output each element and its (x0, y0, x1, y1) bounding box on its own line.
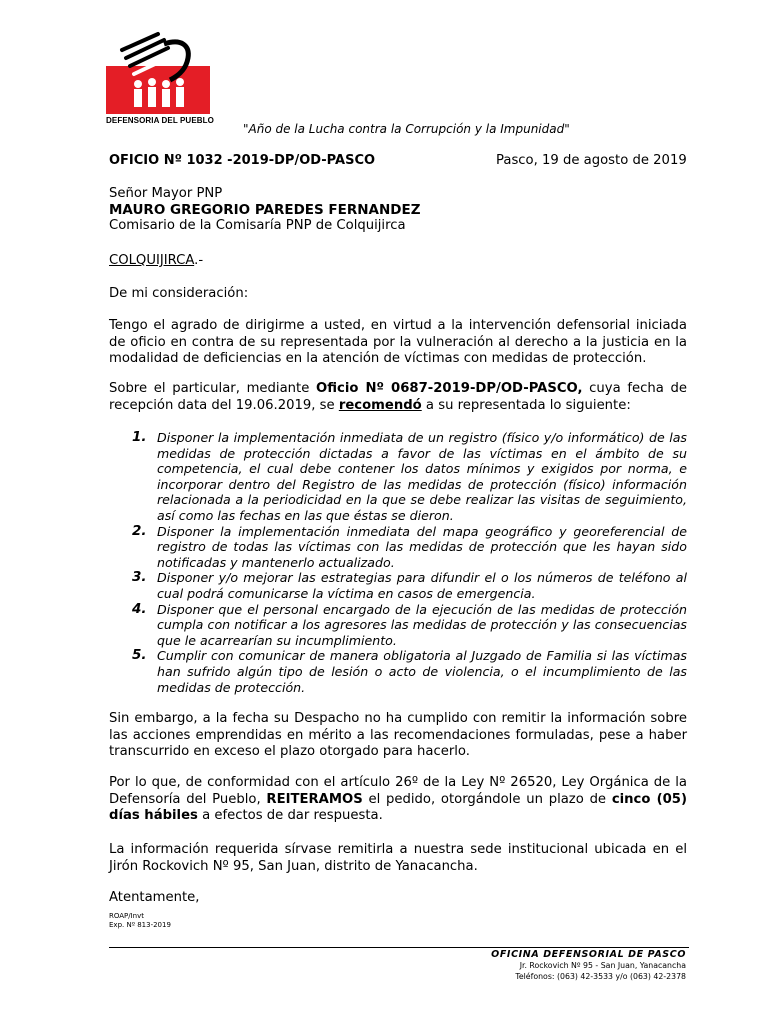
p4-text-c: el pedido, otorgándole un plazo de (362, 791, 612, 807)
recipient-title: Señor Mayor PNP (109, 186, 223, 201)
city-name: COLQUIJIRCA (109, 253, 195, 268)
list-item-text: Disponer la implementación inmediata de un registro (físico y/o informático) de las medidas de protección dictadas a favor de las víctimas en el ámbito de su competencia, el cual debe contener los datos mínimos y exigidos por norma, e incorporar dentro del Registro de las medidas de protección (físico) información relacionada a la periodicidad en la que se debe realizar las visitas de seguimiento, así como las fechas en las que éstas se dieron. (157, 430, 687, 523)
footer-divider (109, 947, 689, 948)
footer-office: OFICINA DEFENSORIAL DE PASCO (491, 949, 686, 960)
list-item-number: 1. (132, 429, 147, 445)
list-item (132, 430, 687, 524)
deadline-days: cinco (05) días hábiles (109, 791, 688, 823)
recipient-position: Comisario de la Comisaría PNP de Colquijirca (109, 218, 406, 233)
recipient-name: MAURO GREGORIO PAREDES FERNANDEZ (109, 202, 421, 218)
list-item (132, 524, 687, 571)
p2-text-a: Sobre el particular, mediante (109, 381, 317, 396)
list-item (132, 648, 687, 695)
reference-initials (109, 912, 171, 930)
p4-text-e: a efectos de dar respuesta. (197, 808, 383, 823)
footer (491, 949, 686, 982)
defensoria-logo-graphic (104, 28, 216, 128)
address-paragraph: La información requerida sírvase remitirla a nuestra sede institucional ubicada en el Jirón Rockovich Nº 95, San Juan, distrito de Yanacancha. (109, 842, 687, 874)
document-date: Pasco, 19 de agosto de 2019 (496, 153, 687, 168)
p4-text-a: Por lo que, de conformidad con el artículo 26º de la Ley Nº 26520, Ley Orgánica de la Defensoría del Pueblo, (109, 775, 687, 807)
list-item-text: Disponer que el personal encargado de la ejecución de las medidas de protección cumpla con notificar a los agresores las medidas de protección y las consecuencias que le acarrearían su incumplimiento. (157, 601, 687, 648)
reiteramos-word: REITERAMOS (266, 791, 363, 807)
defensoria-logo (104, 28, 216, 128)
document-number: OFICIO Nº 1032 -2019-DP/OD-PASCO (109, 153, 376, 168)
footer-address: Jr. Rockovich Nº 95 - San Juan, Yanacancha (519, 961, 686, 970)
closing: Atentamente, (109, 890, 200, 905)
list-item-text: Disponer y/o mejorar las estrategias para difundir el o los números de teléfono al cual podrá comunicarse la víctima en casos de emergencia. (157, 570, 687, 601)
list-item-number: 4. (132, 600, 147, 617)
list-item (132, 602, 687, 649)
list-item-text: Disponer la implementación inmediata del mapa geográfico y georeferencial de registro de todas las víctimas con las medidas de protección que les hayan sido notificadas y mantenerlo actualizado. (157, 523, 687, 570)
recipient-block (109, 186, 421, 234)
list-item-number: 2. (132, 522, 147, 539)
greeting: De mi consideración: (109, 286, 249, 301)
list-item-text: Cumplir con comunicar de manera obligatoria al Juzgado de Familia si las víctimas han sufrido algún tipo de lesión o acto de violencia, o el incumplimiento de las medidas de protección. (157, 648, 687, 695)
referenced-oficio: Oficio Nº 0687-2019-DP/OD-PASCO, (316, 381, 583, 396)
recommendations-list (132, 430, 687, 695)
logo-caption: DEFENSORIA DEL PUEBLO (106, 116, 214, 125)
reiteration-paragraph (109, 775, 687, 825)
list-item-number: 5. (132, 647, 147, 664)
list-item (132, 570, 687, 601)
list-item-number: 3. (132, 569, 147, 586)
recommended-word: recomendó (338, 397, 422, 413)
reference-paragraph (109, 381, 687, 414)
year-motto: "Año de la Lucha contra la Corrupción y la Impunidad" (243, 122, 570, 136)
initials: ROAP/Invt (109, 912, 145, 920)
non-compliance-paragraph: Sin embargo, a la fecha su Despacho no ha cumplido con remitir la información sobre las acciones emprendidas en mérito a las recomendaciones formuladas, pese a haber transcurrido en exceso el plazo otorgado para hacerlo. (109, 711, 687, 759)
city-suffix: .- (194, 253, 204, 268)
p2-text-c: cuya fecha de recepción data del 19.06.2019, se (109, 381, 687, 413)
footer-phones: Teléfonos: (063) 42-3533 y/o (063) 42-2378 (515, 972, 686, 981)
city-line (109, 253, 203, 268)
expedient-number: Exp. Nº 813-2019 (109, 921, 171, 929)
intro-paragraph: Tengo el agrado de dirigirme a usted, en virtud a la intervención defensorial iniciada de oficio en contra de su representada por la vulneración al derecho a la justicia en la modalidad de deficiencias en la atención de víctimas con medidas de protección. (109, 318, 687, 366)
p2-text-e: a su representada lo siguiente: (421, 397, 631, 413)
